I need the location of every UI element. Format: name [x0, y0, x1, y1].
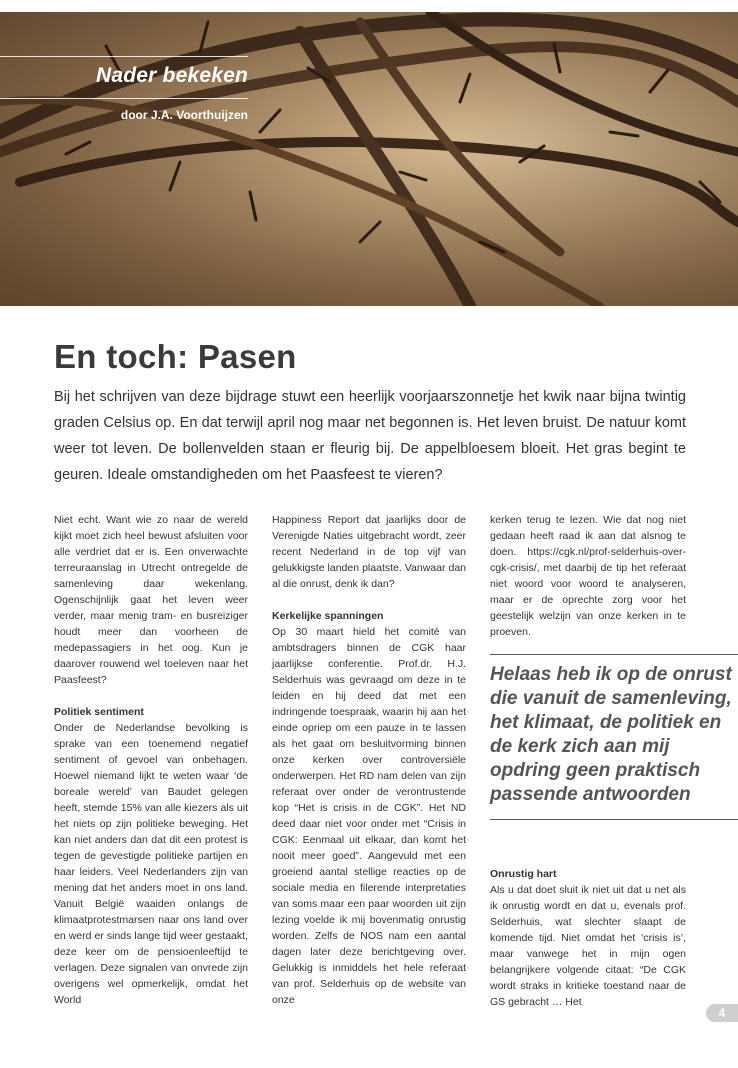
- column-2: [272, 512, 466, 1008]
- article-title: En toch: Pasen: [54, 338, 297, 375]
- article-intro: Bij het schrijven van deze bijdrage stuwt een heerlijk voorjaarszonnetje het kwik naar bijna twintig graden Celsius op. En dat terwijl april nog maar net begonnen is. Het leven bruist. De natuur komt weer tot leven. De bollenvelden staan er fleurig bij. De appelbloesem bloeit. Het gras begint te geuren. Ideale omstandigheden om het Paasfeest te vieren?: [54, 389, 686, 483]
- page-number: 4: [706, 1004, 738, 1022]
- header-photo: [0, 12, 738, 306]
- paragraph: Op 30 maart hield het comité van ambtsdragers binnen de CGK haar jaarlijkse conferentie. Prof.dr. H.J. Selderhuis was gevraagd om deze in te leiden en hij deed dat met een indringende toespraak, waarin hij aan het einde opriep om een pauze in te lassen als het gaat om besluitvorming binnen onze kerken over controversiële onderwerpen. Het RD nam delen van zijn referaat over onder de verontrustende kop “Het is crisis in de CGK”. Het ND deed daar niet voor onder met “Crisis in CGK: Eenmaal uit elkaar, dan komt het nooit meer goed”. Aangevuld met een groeiend aantal stellige reacties op de sociale media en filerende interpretaties van soms maar een paar woorden uit zijn lezing voelde ik mij bovenmatig onrustig worden. Zelfs de NOS nam een aantal dagen later deze berichtgeving over. Gelukkig is inmiddels het hele referaat van prof. Selderhuis op de website van onze: [272, 626, 466, 1006]
- column-1: [54, 512, 248, 1008]
- paragraph: kerken terug te lezen. Wie dat nog niet gedaan heeft raad ik aan dat alsnog te doen. https://cgk.nl/prof-selderhuis-over-cgk-crisis/, met daarbij de tip het referaat niet woord voor woord te analyseren, maar er de oprechte zorg voor het geestelijk welzijn van onze kerken in te proeven.: [490, 514, 686, 638]
- header-rule-top: [0, 56, 248, 57]
- column-3-continued: [490, 866, 686, 1010]
- paragraph: Als u dat doet sluit ik niet uit dat u net als ik onrustig wordt en dat u, evenals prof. Selderhuis, wat slechter slaapt de komende tijd. Niet omdat het ‘crisis is’, maar vanwege het in mijn ogen belangrijkere volgende citaat: “De CGK wordt straks in kritieke toestand naar de GS gebracht … Het: [490, 884, 686, 1008]
- subheading-onrustig: Onrustig hart: [490, 868, 557, 880]
- header-rule-bottom: [0, 98, 248, 99]
- section-kicker: Nader bekeken: [95, 64, 248, 87]
- pull-quote: [490, 654, 738, 820]
- paragraph: Onder de Nederlandse bevolking is sprake van een toenemend negatief sentiment of gevoel van onbehagen. Hoewel niemand lijkt te weten waar ‘de boreale wereld’ van Baudet gelegen heeft, stemde 15% van alle kiezers als uit het niets op zijn politieke beweging. Het kan niet anders dan dat dit een protest is tegen de gevestigde politieke partijen en haar leiders. Veel Nederlanders zijn van mening dat het anders moet in ons land. Vanuit België waaiden onlangs de klimaatprotestmarsen naar ons land over en werd er sinds lange tijd weer gestaakt, deze keer om de pensioenleeftijd te verlagen. Deze signalen van onvrede zijn overigens wel opmerkelijk, omdat het World: [54, 722, 248, 1006]
- column-3: [490, 512, 686, 640]
- paragraph: Niet echt. Want wie zo naar de wereld kijkt moet zich heel bewust afsluiten voor alle verdriet dat er is. Een onverwachte terreuraanslag in Utrecht ontregelde de samenleving daar wekenlang. Ogenschijnlijk gaat het leven weer verder, maar menig tram- en busreiziger houdt meer dan voorheen de medepassagiers in het oog. Kun je daarover rouwend wel toeleven naar het Paasfeest?: [54, 514, 248, 686]
- paragraph: Happiness Report dat jaarlijks door de Verenigde Naties uitgebracht wordt, zeer recent Nederland in de top vijf van gelukkigste landen plaatste. Vanwaar dan al die onrust, denk ik dan?: [272, 514, 466, 590]
- author-byline: door J.A. Voorthuijzen: [120, 108, 248, 122]
- pull-quote-text: Helaas heb ik op de onrust die vanuit de samenleving, het klimaat, de politiek en de kerk zich aan mij opdring geen praktisch passende antwoorden: [490, 664, 732, 805]
- subheading-politiek: Politiek sentiment: [54, 706, 144, 718]
- subheading-kerkelijk: Kerkelijke spanningen: [272, 610, 384, 622]
